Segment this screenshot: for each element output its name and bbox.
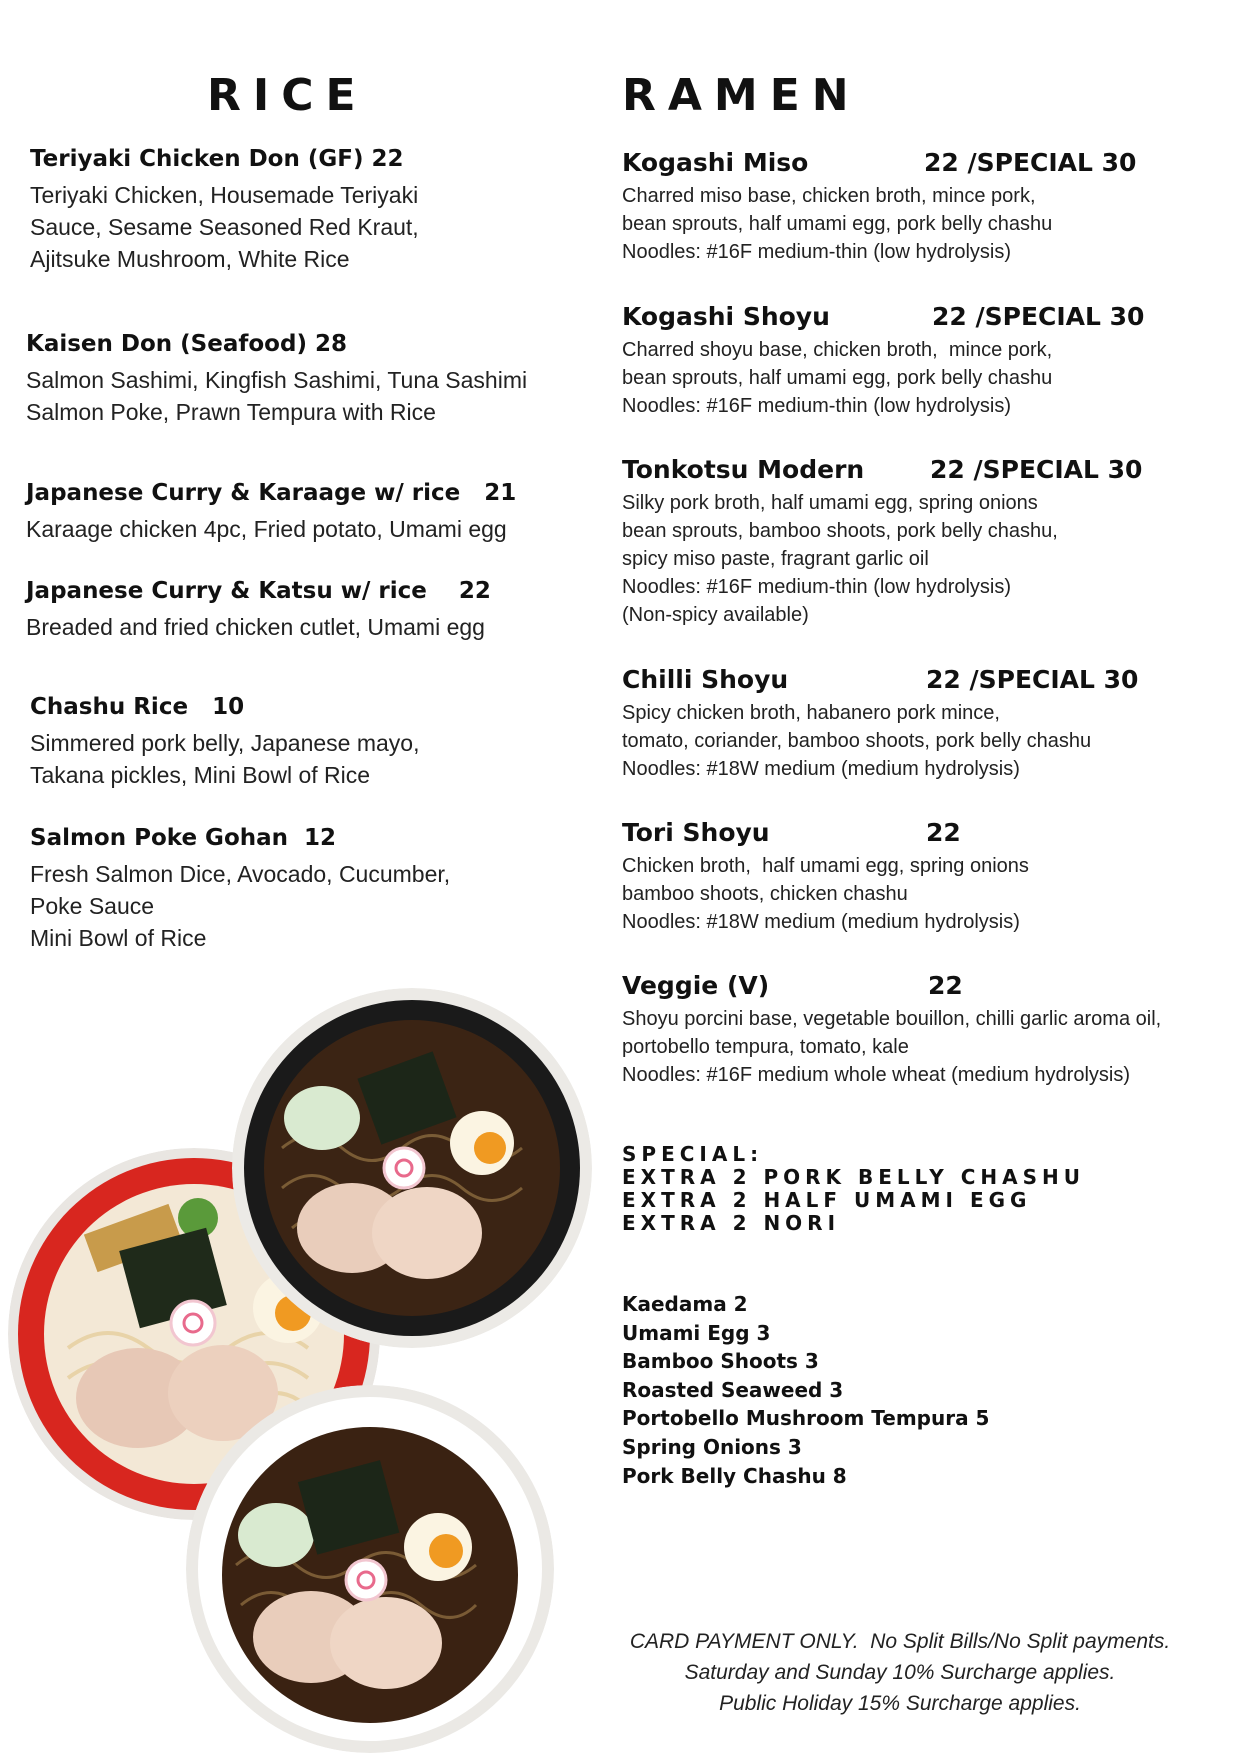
ramen-item-price: 22 /SPECIAL 30 bbox=[932, 302, 1145, 331]
ramen-bowl-photo-white bbox=[186, 1385, 554, 1753]
rice-item-chashu-rice bbox=[30, 691, 590, 791]
rice-section-heading: RICE bbox=[207, 70, 368, 121]
add-on-item: Pork Belly Chashu 8 bbox=[622, 1463, 847, 1488]
ramen-item-kogashi-shoyu bbox=[622, 300, 1222, 420]
rice-item-description: Fresh Salmon Dice, Avocado, Cucumber, Poke Sauce Mini Bowl of Rice bbox=[30, 861, 451, 951]
ramen-item-tonkotsu-modern bbox=[622, 453, 1222, 629]
ramen-item-price: 22 /SPECIAL 30 bbox=[930, 455, 1143, 484]
ramen-item-name: Kogashi Shoyu bbox=[622, 302, 830, 331]
ramen-item-veggie bbox=[622, 969, 1222, 1089]
ramen-item-price: 22 /SPECIAL 30 bbox=[926, 665, 1139, 694]
ramen-bowl-photo-black bbox=[232, 988, 592, 1348]
rice-item-name: Teriyaki Chicken Don (GF) 22 bbox=[30, 146, 404, 172]
add-on-item: Portobello Mushroom Tempura 5 bbox=[622, 1406, 990, 1431]
ramen-item-kogashi-miso bbox=[622, 146, 1222, 266]
rice-item-description: Simmered pork belly, Japanese mayo, Takana pickles, Mini Bowl of Rice bbox=[30, 730, 420, 788]
add-ons-list bbox=[622, 1290, 989, 1490]
rice-item-name: Kaisen Don (Seafood) 28 bbox=[26, 331, 347, 357]
ramen-item-description: Shoyu porcini base, vegetable bouillon, chilli garlic aroma oil, portobello tempura, tomato, kale Noodles: #16F medium whole wheat (medium hydrolysis) bbox=[622, 1008, 1162, 1086]
rice-item-description: Breaded and fried chicken cutlet, Umami egg bbox=[26, 614, 485, 640]
ramen-item-name: Tori Shoyu bbox=[622, 818, 770, 847]
ramen-item-price: 22 bbox=[928, 971, 963, 1000]
ramen-item-chilli-shoyu bbox=[622, 663, 1222, 783]
add-on-item: Roasted Seaweed 3 bbox=[622, 1377, 844, 1402]
rice-item-teriyaki-chicken-don bbox=[30, 143, 590, 275]
add-on-item: Kaedama 2 bbox=[622, 1292, 748, 1316]
ramen-item-price: 22 bbox=[926, 818, 961, 847]
rice-item-description: Karaage chicken 4pc, Fried potato, Umami egg bbox=[26, 516, 507, 542]
ramen-item-name: Veggie (V) bbox=[622, 971, 770, 1000]
rice-item-name: Chashu Rice 10 bbox=[30, 694, 245, 720]
ramen-item-price: 22 /SPECIAL 30 bbox=[924, 148, 1137, 177]
ramen-item-description: Charred miso base, chicken broth, mince pork, bean sprouts, half umami egg, pork belly chashu Noodles: #16F medium-thin (low hydrolysis) bbox=[622, 185, 1053, 263]
rice-item-curry-karaage bbox=[26, 477, 586, 545]
special-extras: SPECIAL: EXTRA 2 PORK BELLY CHASHU EXTRA 2 HALF UMAMI EGG EXTRA 2 NORI bbox=[622, 1142, 1085, 1235]
add-on-item: Bamboo Shoots 3 bbox=[622, 1349, 819, 1374]
rice-item-curry-katsu bbox=[26, 575, 586, 643]
ramen-section-heading: RAMEN bbox=[622, 70, 861, 121]
ramen-item-tori-shoyu bbox=[622, 816, 1222, 936]
rice-item-salmon-poke-gohan bbox=[30, 822, 590, 954]
rice-item-kaisen-don bbox=[26, 328, 586, 428]
ramen-item-description: Silky pork broth, half umami egg, spring onions bean sprouts, bamboo shoots, pork belly chashu, spicy miso paste, fragrant garlic oil Noodles: #16F medium-thin (low hydrolysis) (Non-spicy available) bbox=[622, 492, 1058, 626]
add-on-item: Spring Onions 3 bbox=[622, 1434, 802, 1459]
rice-item-name: Japanese Curry & Karaage w/ rice 21 bbox=[26, 480, 517, 506]
ramen-item-description: Charred shoyu base, chicken broth, mince pork, bean sprouts, half umami egg, pork belly chashu Noodles: #16F medium-thin (low hydrolysis) bbox=[622, 339, 1053, 417]
ramen-item-description: Chicken broth, half umami egg, spring onions bamboo shoots, chicken chashu Noodles: #18W medium (medium hydrolysis) bbox=[622, 855, 1029, 933]
ramen-item-name: Chilli Shoyu bbox=[622, 665, 789, 694]
ramen-item-description: Spicy chicken broth, habanero pork mince, tomato, coriander, bamboo shoots, pork belly chashu Noodles: #18W medium (medium hydrolysis) bbox=[622, 702, 1092, 780]
rice-item-description: Salmon Sashimi, Kingfish Sashimi, Tuna Sashimi Salmon Poke, Prawn Tempura with Rice bbox=[26, 367, 528, 425]
rice-item-name: Japanese Curry & Katsu w/ rice 22 bbox=[26, 578, 491, 604]
rice-item-name: Salmon Poke Gohan 12 bbox=[30, 825, 337, 851]
ramen-item-name: Kogashi Miso bbox=[622, 148, 809, 177]
add-on-item: Umami Egg 3 bbox=[622, 1320, 771, 1345]
payment-footer: CARD PAYMENT ONLY. No Split Bills/No Split payments. Saturday and Sunday 10% Surcharge applies. Public Holiday 15% Surcharge applies. bbox=[629, 1630, 1171, 1715]
rice-item-description: Teriyaki Chicken, Housemade Teriyaki Sauce, Sesame Seasoned Red Kraut, Ajitsuke Mushroom, White Rice bbox=[30, 182, 419, 272]
ramen-item-name: Tonkotsu Modern bbox=[622, 455, 865, 484]
